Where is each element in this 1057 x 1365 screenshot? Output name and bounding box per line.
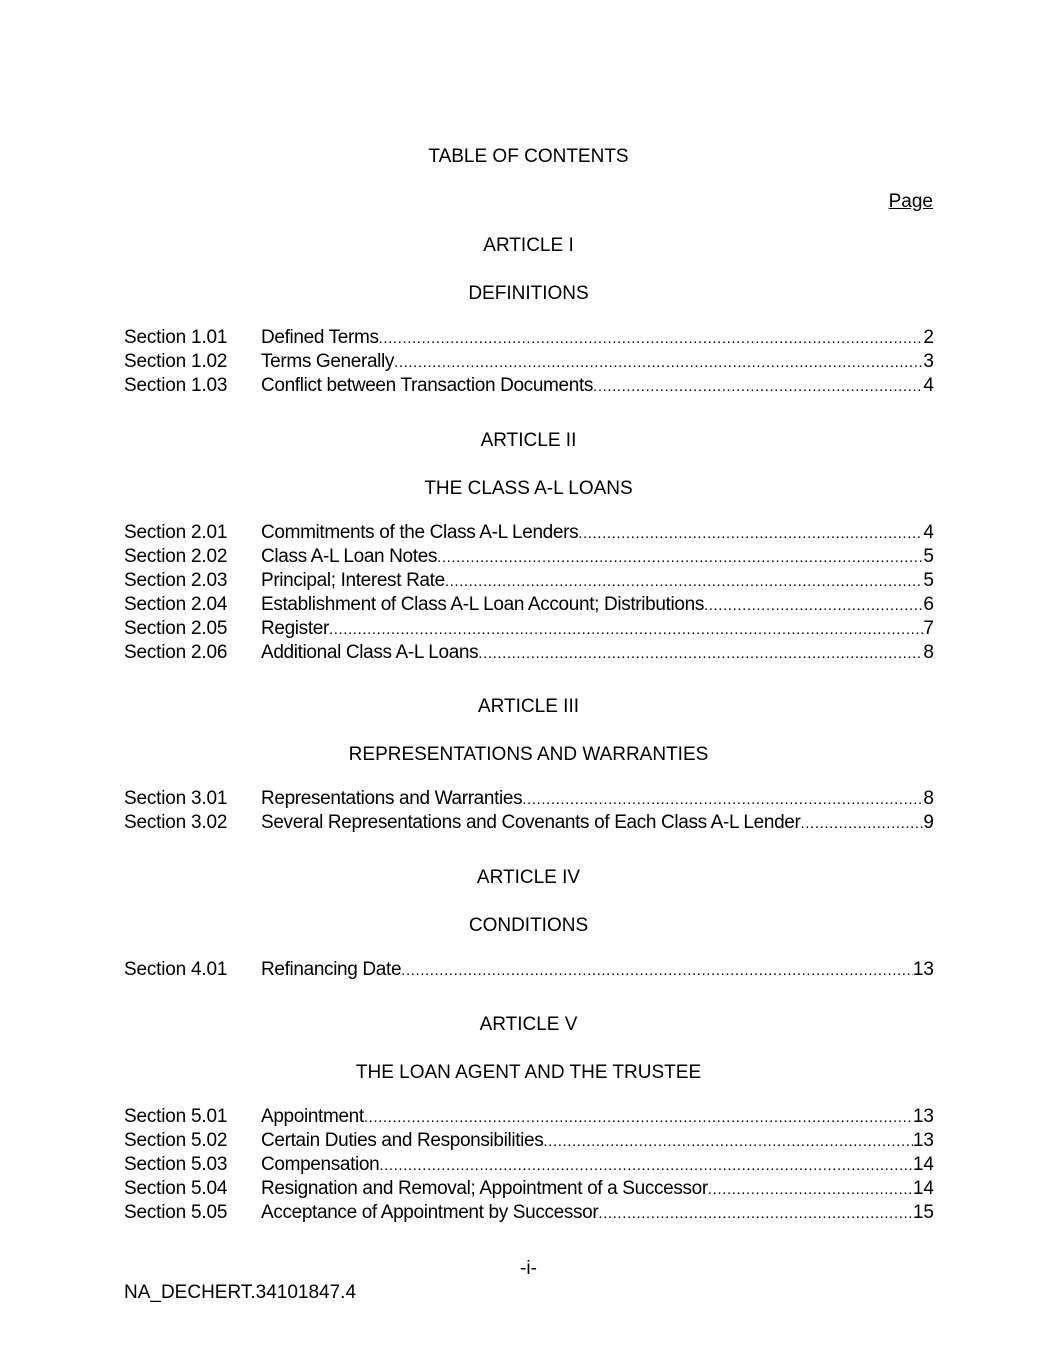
section-number: Section 2.01	[124, 522, 228, 543]
dot-leader	[708, 1178, 913, 1202]
section-page: 5	[923, 570, 934, 591]
section-title: Compensation	[261, 1154, 380, 1175]
article-subheading: DEFINITIONS	[468, 283, 589, 304]
section-page: 4	[923, 375, 934, 396]
dot-leader	[394, 351, 923, 375]
section-number: Section 2.03	[124, 570, 228, 591]
document-id: NA_DECHERT.34101847.4	[124, 1282, 357, 1303]
section-title: Class A-L Loan Notes	[261, 546, 438, 567]
dot-leader	[379, 1154, 913, 1178]
article-heading: ARTICLE III	[477, 696, 579, 717]
section-number: Section 2.04	[124, 594, 228, 615]
dot-leader	[593, 375, 923, 399]
section-number: Section 4.01	[124, 959, 228, 980]
article-subheading: CONDITIONS	[468, 915, 589, 936]
section-page: 3	[923, 351, 934, 372]
section-page: 14	[912, 1154, 934, 1175]
toc-entry[interactable]	[124, 617, 934, 641]
toc-entry[interactable]	[124, 1105, 934, 1129]
dot-leader	[578, 522, 923, 546]
section-number: Section 5.01	[124, 1106, 228, 1127]
section-page: 8	[923, 642, 934, 663]
footer-page-number: -i-	[520, 1258, 537, 1279]
toc-entry[interactable]	[124, 1153, 934, 1177]
section-title: Certain Duties and Responsibilities	[261, 1130, 544, 1151]
toc-title: TABLE OF CONTENTS	[428, 146, 629, 167]
section-title: Conflict between Transaction Documents	[261, 375, 594, 396]
toc-entry[interactable]	[124, 374, 934, 398]
dot-leader	[445, 570, 924, 594]
section-number: Section 5.04	[124, 1178, 228, 1199]
section-page: 5	[923, 546, 934, 567]
dot-leader	[329, 618, 923, 642]
section-page: 6	[923, 594, 934, 615]
section-number: Section 1.03	[124, 375, 228, 396]
article-2-entries	[124, 521, 934, 665]
article-heading: ARTICLE II	[480, 430, 577, 451]
dot-leader	[801, 812, 924, 836]
toc-entry[interactable]	[124, 811, 934, 835]
section-number: Section 1.02	[124, 351, 228, 372]
article-subheading: THE LOAN AGENT AND THE TRUSTEE	[355, 1062, 702, 1083]
section-title: Establishment of Class A-L Loan Account; Distributions	[261, 594, 704, 615]
section-number: Section 1.01	[124, 327, 228, 348]
dot-leader	[522, 788, 923, 812]
section-number: Section 3.02	[124, 812, 228, 833]
article-1-entries	[124, 326, 934, 398]
toc-entry[interactable]	[124, 569, 934, 593]
section-page: 4	[923, 522, 934, 543]
section-number: Section 3.01	[124, 788, 228, 809]
article-4-entries	[124, 958, 934, 982]
section-page: 14	[912, 1178, 934, 1199]
article-3-entries	[124, 787, 934, 835]
section-page: 13	[912, 1130, 934, 1151]
toc-entry[interactable]	[124, 1129, 934, 1153]
section-title: Refinancing Date	[261, 959, 402, 980]
section-page: 15	[912, 1202, 934, 1223]
section-title: Register	[261, 618, 329, 639]
toc-entry[interactable]	[124, 350, 934, 374]
section-page: 7	[923, 618, 934, 639]
article-heading: ARTICLE IV	[476, 867, 581, 888]
toc-entry[interactable]	[124, 1177, 934, 1201]
section-title: Additional Class A-L Loans	[261, 642, 479, 663]
section-page: 13	[912, 959, 934, 980]
section-title: Principal; Interest Rate	[261, 570, 445, 591]
toc-entry[interactable]	[124, 1201, 934, 1225]
section-number: Section 2.06	[124, 642, 228, 663]
toc-entry[interactable]	[124, 593, 934, 617]
section-title: Appointment	[261, 1106, 364, 1127]
section-title: Resignation and Removal; Appointment of a Successor	[261, 1178, 708, 1199]
dot-leader	[598, 1202, 913, 1226]
toc-entry[interactable]	[124, 545, 934, 569]
section-page: 13	[912, 1106, 934, 1127]
section-number: Section 5.02	[124, 1130, 228, 1151]
section-title: Several Representations and Covenants of Each Class A-L Lender	[261, 812, 801, 833]
article-subheading: THE CLASS A-L LOANS	[424, 478, 633, 499]
dot-leader	[437, 546, 923, 570]
section-number: Section 2.02	[124, 546, 228, 567]
toc-entry[interactable]	[124, 521, 934, 545]
section-number: Section 2.05	[124, 618, 228, 639]
section-title: Defined Terms	[261, 327, 379, 348]
section-number: Section 5.05	[124, 1202, 228, 1223]
section-title: Commitments of the Class A-L Lenders	[261, 522, 579, 543]
toc-entry[interactable]	[124, 641, 934, 665]
dot-leader	[543, 1130, 912, 1154]
toc-entry[interactable]	[124, 326, 934, 350]
article-heading: ARTICLE V	[479, 1014, 578, 1035]
dot-leader	[401, 959, 913, 983]
section-page: 8	[923, 788, 934, 809]
section-title: Representations and Warranties	[261, 788, 523, 809]
article-heading: ARTICLE I	[483, 235, 574, 256]
toc-entry[interactable]	[124, 958, 934, 982]
page-column-label: Page	[888, 191, 933, 212]
section-page: 2	[923, 327, 934, 348]
dot-leader	[379, 327, 924, 351]
section-title: Terms Generally	[261, 351, 395, 372]
section-number: Section 5.03	[124, 1154, 228, 1175]
toc-entry[interactable]	[124, 787, 934, 811]
section-page: 9	[923, 812, 934, 833]
article-subheading: REPRESENTATIONS AND WARRANTIES	[348, 744, 709, 765]
dot-leader	[364, 1106, 913, 1130]
dot-leader	[478, 642, 923, 666]
dot-leader	[704, 594, 923, 618]
section-title: Acceptance of Appointment by Successor	[261, 1202, 599, 1223]
article-5-entries	[124, 1105, 934, 1225]
